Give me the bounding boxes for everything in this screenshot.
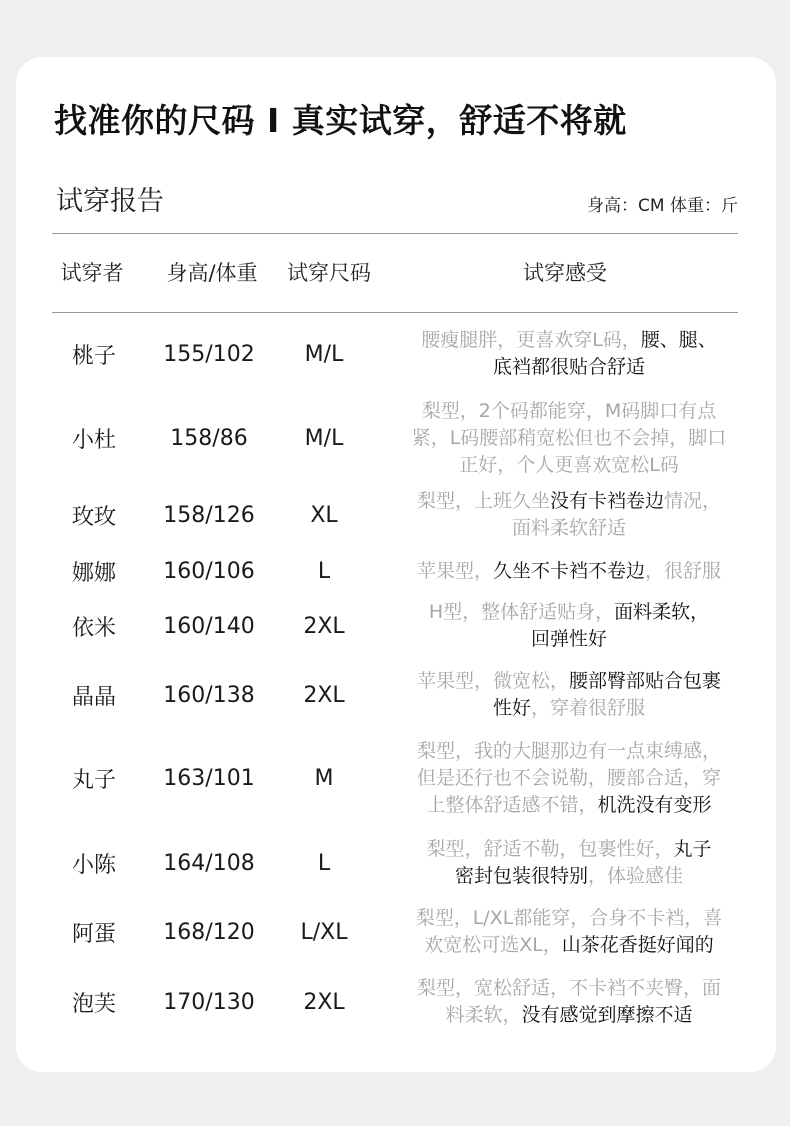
feedback-highlight: 丸子	[673, 838, 712, 860]
size: M	[314, 765, 334, 791]
size: L/XL	[300, 919, 348, 945]
feedback-highlight: 性好	[492, 697, 531, 719]
feedback-segment: 梨型，舒适不勒，包裹性好，	[426, 838, 674, 860]
feedback-text	[388, 665, 750, 725]
feedback-line	[417, 515, 721, 542]
height-weight: 163/101	[163, 765, 255, 791]
feedback-text	[388, 832, 750, 894]
feedback-segment: 梨型，宽松舒适，不卡裆不夹臀，面	[416, 977, 721, 999]
feedback-line	[417, 668, 721, 695]
feedback-line	[417, 765, 721, 792]
table-row	[16, 832, 776, 894]
table-row	[16, 596, 776, 656]
feedback-segment: 梨型，上班久坐	[416, 490, 550, 512]
tester-name: 玫玫	[71, 504, 116, 530]
feedback-line	[417, 1002, 721, 1029]
feedback-segment: 欢宽松可选XL，	[424, 934, 562, 956]
table-row	[16, 901, 776, 963]
feedback-highlight: 机洗没有变形	[597, 793, 712, 816]
units-note: 身高：CM 体重：斤	[587, 196, 738, 216]
height-weight: 160/138	[163, 682, 255, 708]
feedback-highlight: 没有感觉到摩擦不适	[521, 1004, 693, 1026]
feedback-text	[388, 596, 750, 656]
feedback-segment: 上整体舒适感不错，	[426, 793, 598, 816]
tester-name: 丸子	[71, 767, 116, 793]
feedback-segment: 但是还行也不会说勒，腰部合适，穿	[416, 766, 721, 789]
feedback-segment: 正好，个人更喜欢宽松L码	[459, 453, 679, 476]
feedback-line	[416, 932, 723, 959]
feedback-segment: ，体验感佳	[588, 865, 684, 887]
feedback-segment: ，很舒服	[645, 559, 722, 582]
feedback-line	[426, 836, 711, 863]
feedback-line	[416, 905, 723, 932]
feedback-line	[417, 975, 721, 1002]
header-size: 试穿尺码	[287, 261, 371, 285]
feedback-text	[388, 971, 750, 1033]
feedback-highlight: 腰部臀部贴合包裹	[569, 670, 722, 692]
table-row	[16, 971, 776, 1033]
height-weight: 164/108	[163, 850, 255, 876]
feedback-line	[412, 425, 727, 452]
feedback-text	[388, 735, 750, 821]
feedback-highlight: 底裆都很贴合舒适	[492, 356, 645, 378]
page-headline: 找准你的尺码 I 真实试穿，舒适不将就	[54, 101, 627, 140]
feedback-line	[429, 599, 709, 626]
size: L	[317, 558, 331, 584]
feedback-line	[417, 792, 721, 819]
tester-name: 依米	[71, 615, 116, 641]
feedback-segment: 梨型，我的大腿那边有一点束缚感，	[416, 739, 721, 762]
header-feedback: 试穿感受	[523, 261, 607, 285]
table-row	[16, 735, 776, 821]
height-weight: 160/140	[163, 613, 255, 639]
feedback-text	[388, 397, 750, 479]
feedback-line	[417, 558, 721, 585]
feedback-segment: H型，整体舒适贴身，	[428, 601, 615, 623]
feedback-highlight: 回弹性好	[530, 628, 607, 650]
table-row	[16, 485, 776, 545]
feedback-text	[388, 901, 750, 963]
table-header-divider	[52, 312, 738, 313]
feedback-segment: ，穿着很舒服	[531, 697, 646, 719]
size-report-card	[16, 57, 776, 1072]
feedback-segment: 苹果型，	[416, 559, 493, 582]
height-weight: 155/102	[163, 341, 255, 367]
table-row	[16, 319, 776, 389]
table-header	[16, 257, 776, 293]
height-weight: 158/126	[163, 502, 255, 528]
table-row	[16, 554, 776, 588]
tester-name: 桃子	[71, 343, 116, 369]
size: M/L	[304, 425, 344, 451]
feedback-line	[412, 452, 727, 479]
feedback-segment: 腰瘦腿胖，更喜欢穿L码，	[421, 329, 641, 351]
feedback-segment: 苹果型，微宽松，	[416, 670, 569, 692]
feedback-segment: 紧，L码腰部稍宽松但也不会掉，脚口	[411, 426, 727, 449]
size: 2XL	[303, 682, 345, 708]
feedback-line	[429, 626, 709, 653]
tester-name: 小陈	[71, 852, 116, 878]
tester-name: 小杜	[71, 427, 116, 453]
feedback-segment: 梨型，2个码都能穿，M码脚口有点	[421, 399, 717, 422]
feedback-text	[388, 485, 750, 545]
height-weight: 168/120	[163, 919, 255, 945]
feedback-segment: 梨型，L/XL都能穿，合身不卡裆，喜	[415, 907, 723, 929]
feedback-line	[421, 354, 717, 381]
feedback-segment: 情况，	[664, 490, 722, 512]
tester-name: 泡芙	[71, 991, 116, 1017]
header-tester: 试穿者	[60, 261, 124, 285]
table-row	[16, 665, 776, 725]
feedback-segment: 面料柔软舒适	[511, 517, 626, 539]
feedback-text	[388, 319, 750, 389]
section-title: 试穿报告	[56, 186, 164, 217]
feedback-line	[417, 738, 721, 765]
feedback-line	[421, 327, 717, 354]
tester-name: 阿蛋	[71, 921, 116, 947]
height-weight: 158/86	[170, 425, 248, 451]
feedback-segment: 料柔软，	[445, 1004, 522, 1026]
tester-name: 娜娜	[71, 560, 116, 586]
feedback-highlight: 久坐不卡裆不卷边	[492, 559, 645, 582]
size: 2XL	[303, 613, 345, 639]
feedback-line	[412, 398, 727, 425]
feedback-highlight: 面料柔软，	[614, 601, 710, 623]
feedback-highlight: 山茶花香挺好闻的	[561, 934, 714, 956]
feedback-line	[417, 488, 721, 515]
tester-name: 晶晶	[71, 684, 116, 710]
height-weight: 170/130	[163, 989, 255, 1015]
size: L	[317, 850, 331, 876]
size: XL	[310, 502, 338, 528]
height-weight: 160/106	[163, 558, 255, 584]
header-height-weight: 身高/体重	[166, 261, 258, 285]
feedback-highlight: 腰、腿、	[640, 329, 717, 351]
feedback-text	[388, 554, 750, 588]
feedback-line	[426, 863, 711, 890]
size: M/L	[304, 341, 344, 367]
table-top-divider	[52, 233, 738, 234]
feedback-highlight: 密封包装很特别	[454, 865, 588, 887]
feedback-line	[417, 695, 721, 722]
feedback-highlight: 没有卡裆卷边	[549, 490, 664, 512]
size: 2XL	[303, 989, 345, 1015]
table-row	[16, 397, 776, 479]
